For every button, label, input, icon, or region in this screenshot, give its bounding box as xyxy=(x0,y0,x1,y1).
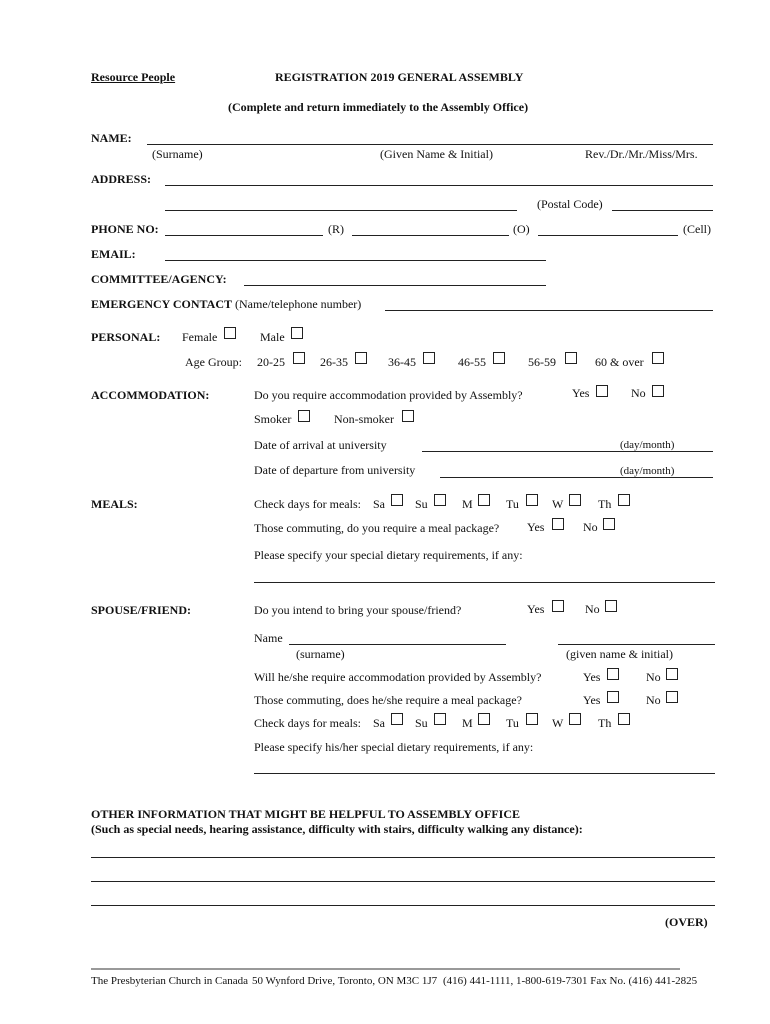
age-20-25-label: 20-25 xyxy=(257,355,285,369)
meal-w-label: W xyxy=(552,497,564,511)
spouse-meal-package-yes-label: Yes xyxy=(583,693,601,707)
meal-m-checkbox[interactable] xyxy=(478,494,490,506)
spouse-meal-su-label: Su xyxy=(415,716,428,730)
phone-cell-input[interactable] xyxy=(538,235,678,236)
spouse-meal-tu-checkbox[interactable] xyxy=(526,713,538,725)
age-36-45-checkbox[interactable] xyxy=(423,352,435,364)
footer-address: 50 Wynford Drive, Toronto, ON M3C 1J7 xyxy=(252,975,438,987)
address-label: ADDRESS: xyxy=(91,172,152,186)
page-subtitle: (Complete and return immediately to the Assembly Office) xyxy=(228,100,529,114)
accommodation-no-checkbox[interactable] xyxy=(652,385,664,397)
meal-tu-label: Tu xyxy=(506,497,519,511)
smoker-checkbox[interactable] xyxy=(298,410,310,422)
spouse-surname-caption: (surname) xyxy=(296,647,345,661)
spouse-question: Do you intend to bring your spouse/friend? xyxy=(254,603,462,617)
phone-residence-caption: (R) xyxy=(328,222,344,236)
meal-sa-label: Sa xyxy=(373,497,385,511)
spouse-meal-package-no-checkbox[interactable] xyxy=(666,691,678,703)
age-20-25-checkbox[interactable] xyxy=(293,352,305,364)
spouse-meal-sa-label: Sa xyxy=(373,716,385,730)
spouse-dietary-question: Please specify his/her special dietary requirements, if any: xyxy=(254,740,534,754)
title-options-caption: Rev./Dr./Mr./Miss/Mrs. xyxy=(585,147,698,161)
footer-phone: (416) 441-1111, 1-800-619-7301 Fax No. (416) 441-2825 xyxy=(443,975,698,987)
spouse-accommodation-yes-checkbox[interactable] xyxy=(607,668,619,680)
given-name-caption: (Given Name & Initial) xyxy=(380,147,493,161)
spouse-name-label: Name xyxy=(254,631,283,645)
accommodation-yes-label: Yes xyxy=(572,386,590,400)
emergency-contact-label xyxy=(91,297,361,312)
spouse-no-checkbox[interactable] xyxy=(605,600,617,612)
spouse-surname-input[interactable] xyxy=(289,644,506,645)
meal-m-label: M xyxy=(462,497,473,511)
age-46-55-label: 46-55 xyxy=(458,355,486,369)
spouse-label: SPOUSE/FRIEND: xyxy=(91,603,192,617)
age-group-label: Age Group: xyxy=(185,355,242,369)
age-36-45-label: 36-45 xyxy=(388,355,416,369)
spouse-accommodation-no-checkbox[interactable] xyxy=(666,668,678,680)
age-46-55-checkbox[interactable] xyxy=(493,352,505,364)
postal-code-caption: (Postal Code) xyxy=(537,197,603,211)
spouse-meal-package-no-label: No xyxy=(646,693,661,707)
surname-caption: (Surname) xyxy=(152,147,203,161)
name-input[interactable] xyxy=(147,144,713,145)
arrival-daymonth-caption: (day/month) xyxy=(620,439,675,451)
meals-check-days-label: Check days for meals: xyxy=(254,497,361,511)
spouse-meal-m-label: M xyxy=(462,716,473,730)
spouse-meal-package-yes-checkbox[interactable] xyxy=(607,691,619,703)
other-info-line-3[interactable] xyxy=(91,905,715,906)
departure-date-input[interactable] xyxy=(440,477,713,478)
age-26-35-checkbox[interactable] xyxy=(355,352,367,364)
age-60-over-checkbox[interactable] xyxy=(652,352,664,364)
spouse-accommodation-question: Will he/she require accommodation provided by Assembly? xyxy=(254,670,542,684)
meal-package-no-checkbox[interactable] xyxy=(603,518,615,530)
over-note: (OVER) xyxy=(665,915,708,929)
meal-th-checkbox[interactable] xyxy=(618,494,630,506)
arrival-label: Date of arrival at university xyxy=(254,438,387,452)
meal-th-label: Th xyxy=(598,497,612,511)
other-info-title: OTHER INFORMATION THAT MIGHT BE HELPFUL TO ASSEMBLY OFFICE xyxy=(91,807,520,821)
emergency-contact-title: EMERGENCY CONTACT xyxy=(91,297,233,311)
footer-divider xyxy=(91,968,680,970)
footer-org: The Presbyterian Church in Canada xyxy=(91,975,249,987)
non-smoker-checkbox[interactable] xyxy=(402,410,414,422)
page-title: REGISTRATION 2019 GENERAL ASSEMBLY xyxy=(275,70,524,84)
spouse-check-days-label: Check days for meals: xyxy=(254,716,361,730)
phone-label: PHONE NO: xyxy=(91,222,159,236)
address-line-1-input[interactable] xyxy=(165,185,713,186)
spouse-given-name-caption: (given name & initial) xyxy=(566,647,673,661)
meal-package-yes-checkbox[interactable] xyxy=(552,518,564,530)
meal-su-checkbox[interactable] xyxy=(434,494,446,506)
name-label: NAME: xyxy=(91,131,132,145)
male-checkbox[interactable] xyxy=(291,327,303,339)
phone-office-caption: (O) xyxy=(513,222,530,236)
male-label: Male xyxy=(260,330,285,344)
spouse-yes-checkbox[interactable] xyxy=(552,600,564,612)
spouse-accommodation-yes-label: Yes xyxy=(583,670,601,684)
spouse-meal-su-checkbox[interactable] xyxy=(434,713,446,725)
meal-package-yes-label: Yes xyxy=(527,520,545,534)
other-info-line-2[interactable] xyxy=(91,881,715,882)
dietary-input[interactable] xyxy=(254,582,715,583)
email-input[interactable] xyxy=(165,260,546,261)
meal-package-no-label: No xyxy=(583,520,598,534)
smoker-label: Smoker xyxy=(254,412,292,426)
spouse-meal-sa-checkbox[interactable] xyxy=(391,713,403,725)
other-info-subtitle: (Such as special needs, hearing assistance, difficulty with stairs, difficulty walking any distance): xyxy=(91,822,583,836)
spouse-accommodation-no-label: No xyxy=(646,670,661,684)
age-56-59-label: 56-59 xyxy=(528,355,556,369)
resource-people-label: Resource People xyxy=(91,70,176,84)
departure-label: Date of departure from university xyxy=(254,463,416,477)
spouse-given-name-input[interactable] xyxy=(558,644,715,645)
dietary-question: Please specify your special dietary requirements, if any: xyxy=(254,548,523,562)
spouse-meal-m-checkbox[interactable] xyxy=(478,713,490,725)
accommodation-yes-checkbox[interactable] xyxy=(596,385,608,397)
arrival-date-input[interactable] xyxy=(422,451,713,452)
spouse-meal-tu-label: Tu xyxy=(506,716,519,730)
departure-daymonth-caption: (day/month) xyxy=(620,465,675,477)
spouse-no-label: No xyxy=(585,602,600,616)
other-info-line-1[interactable] xyxy=(91,857,715,858)
personal-label: PERSONAL: xyxy=(91,330,161,344)
spouse-dietary-input[interactable] xyxy=(254,773,715,774)
accommodation-label: ACCOMMODATION: xyxy=(91,388,210,402)
spouse-meal-w-checkbox[interactable] xyxy=(569,713,581,725)
emergency-contact-hint: (Name/telephone number) xyxy=(235,297,362,311)
female-label: Female xyxy=(182,330,218,344)
email-label: EMAIL: xyxy=(91,247,136,261)
meal-package-question: Those commuting, do you require a meal package? xyxy=(254,521,500,535)
committee-input[interactable] xyxy=(244,285,546,286)
meal-sa-checkbox[interactable] xyxy=(391,494,403,506)
postal-code-input[interactable] xyxy=(612,210,713,211)
spouse-meal-w-label: W xyxy=(552,716,564,730)
accommodation-no-label: No xyxy=(631,386,646,400)
address-line-2-input[interactable] xyxy=(165,210,517,211)
meals-label: MEALS: xyxy=(91,497,138,511)
accommodation-question: Do you require accommodation provided by Assembly? xyxy=(254,388,523,402)
spouse-yes-label: Yes xyxy=(527,602,545,616)
phone-office-input[interactable] xyxy=(352,235,509,236)
meal-w-checkbox[interactable] xyxy=(569,494,581,506)
meal-tu-checkbox[interactable] xyxy=(526,494,538,506)
phone-cell-caption: (Cell) xyxy=(683,222,711,236)
phone-residence-input[interactable] xyxy=(165,235,323,236)
spouse-meal-package-question: Those commuting, does he/she require a meal package? xyxy=(254,693,522,707)
age-60-over-label: 60 & over xyxy=(595,355,644,369)
non-smoker-label: Non-smoker xyxy=(334,412,394,426)
female-checkbox[interactable] xyxy=(224,327,236,339)
spouse-meal-th-label: Th xyxy=(598,716,612,730)
age-56-59-checkbox[interactable] xyxy=(565,352,577,364)
spouse-meal-th-checkbox[interactable] xyxy=(618,713,630,725)
meal-su-label: Su xyxy=(415,497,428,511)
committee-label: COMMITTEE/AGENCY: xyxy=(91,272,227,286)
emergency-contact-input[interactable] xyxy=(385,310,713,311)
age-26-35-label: 26-35 xyxy=(320,355,348,369)
